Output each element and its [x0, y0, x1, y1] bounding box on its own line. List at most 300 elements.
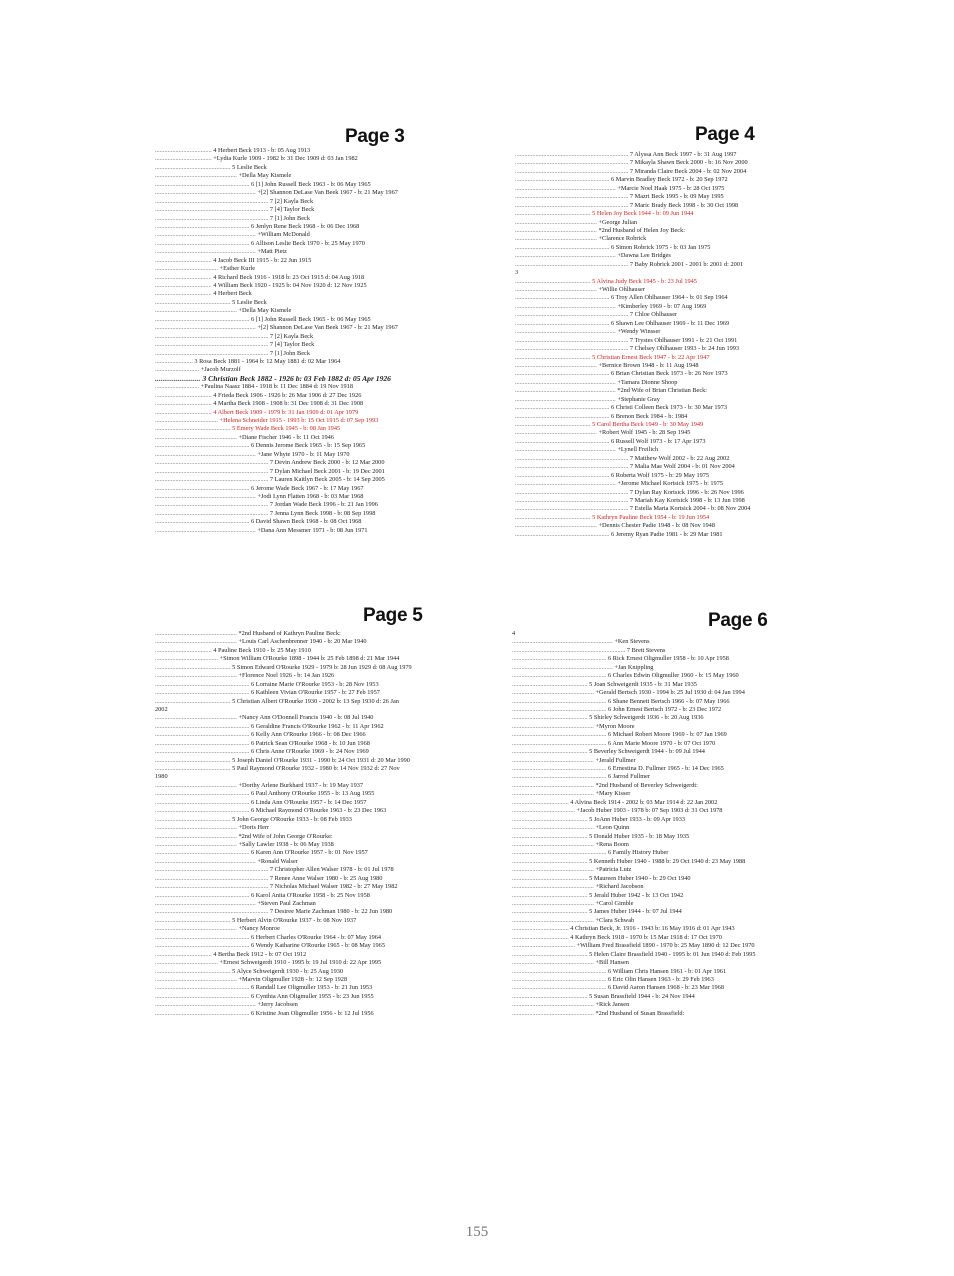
line-text: 7 [1] John Beck: [269, 349, 310, 357]
line-text: 6 Family History Huber: [608, 849, 669, 857]
leader-dots: ................................................: [512, 908, 590, 916]
page-title: Page 6: [708, 610, 768, 631]
descendant-lines: [515, 151, 805, 539]
line-text: +Ronald Walser: [257, 857, 298, 865]
descendant-lines: [512, 630, 802, 1018]
descendant-line: [155, 451, 445, 459]
descendant-line: [515, 227, 805, 235]
leader-dots: ........................................................................: [155, 197, 270, 205]
line-text: +Nancy Ann O'Donnell Francis 1940 - b: 08 Jul 1940: [238, 714, 374, 722]
descendant-line: [155, 425, 445, 433]
descendant-line: [155, 493, 445, 501]
leader-dots: ............................................................: [155, 222, 252, 230]
line-text: +Rena Boom: [595, 840, 629, 848]
descendant-line: [512, 773, 802, 781]
descendant-line: [155, 993, 445, 1001]
line-text: +Carol Gimble: [595, 900, 634, 907]
line-text: 5 Donald Huber 1935 - b: 18 May 1935: [589, 832, 690, 840]
descendant-line: [512, 681, 802, 689]
line-text: +Jacob Huber 1903 - 1978 b: 07 Sep 1903 d: 31 Oct 1978: [576, 807, 723, 815]
leader-dots: ........................................................................: [155, 341, 270, 349]
leader-dots: ....................................................: [155, 975, 239, 983]
line-text: 7 Devin Andrew Beck 2000 - b: 12 Mar 2000: [269, 459, 385, 467]
line-text: +Jane Whyte 1970 - b: 11 May 1970: [257, 450, 350, 458]
leader-dots: ....................................................: [515, 286, 599, 293]
descendant-line: [512, 765, 802, 773]
line-text: 6 Jerome Wade Beck 1967 - b: 17 May 1967: [251, 484, 364, 492]
leader-dots: ................................................: [512, 857, 590, 865]
leader-dots: ....................................................: [512, 900, 596, 907]
descendant-line: [155, 324, 445, 332]
line-text: +Helena Schneider 1915 - 1993 b: 15 Oct 1915 d: 07 Sep 1993: [219, 417, 379, 424]
line-text: +Stephanie Gray: [617, 395, 660, 403]
leader-dots: ............................................................: [515, 404, 612, 412]
line-text: 6 Michael Robert Moore 1969 - b: 07 Jan 1969: [608, 731, 727, 739]
line-text: 6 Patrick Sean O'Rourke 1968 - b: 10 Jun 1968: [251, 739, 370, 747]
line-text: 6 Troy Allen Ohlhauser 1964 - b: 01 Sep 1964: [611, 294, 728, 302]
descendant-line: [515, 413, 805, 421]
descendant-line: [155, 892, 445, 900]
leader-dots: ........................................: [155, 655, 220, 663]
thumbnail-page-3: [155, 126, 445, 546]
line-text: 6 Christi Colleen Beck 1973 - b: 30 Mar 1973: [611, 404, 727, 412]
line-text: 4 Martha Beck 1908 - 1908 b: 31 Dec 1908 d: 31 Dec 1908: [213, 400, 364, 408]
descendant-line: [155, 900, 445, 908]
descendant-line: [155, 240, 445, 248]
line-text: 7 Baby Robrick 2001 - 2001 b: 2001 d: 2001: [629, 260, 744, 268]
leader-dots: ....................................................: [512, 916, 596, 924]
leader-dots: ....................................................: [512, 756, 596, 764]
descendant-line: [155, 689, 445, 697]
line-text: 1980: [155, 773, 168, 781]
descendant-line: [512, 934, 802, 942]
line-text: 3 Christian Beck 1882 - 1926 b: 03 Feb 1882 d: 05 Apr 1926: [202, 374, 391, 383]
leader-dots: ....................................................: [155, 672, 239, 680]
descendant-line: [512, 976, 802, 984]
descendant-line: [155, 976, 445, 984]
descendant-line: [512, 866, 802, 874]
line-text: +[2] Shannon DeLase Van Beek 1967 - b: 21 May 1967: [257, 189, 398, 197]
descendant-line: [515, 210, 805, 218]
line-text: 4 Pauline Beck 1910 - b: 25 May 1910: [213, 646, 311, 654]
line-text: 6 Lorraine Marie O'Rourke 1953 - b: 28 Nov 1953: [251, 680, 379, 688]
descendant-line: [155, 198, 445, 206]
line-text: 5 Christian Ernest Beck 1947 - b: 22 Apr 1947: [592, 353, 710, 361]
line-text: 5 Maureen Huber 1940 - b: 29 Oct 1940: [589, 874, 691, 882]
leader-dots: ....................................: [155, 400, 214, 408]
line-text: 6 Kristine Joan Oligmuller 1956 - b: 12 Jul 1956: [251, 1009, 374, 1017]
leader-dots: ........................................................................: [515, 454, 630, 462]
line-text: 7 Trystes Ohlhauser 1991 - b: 21 Oct 1991: [629, 336, 738, 344]
leader-dots: ............................................................: [512, 705, 609, 713]
leader-dots: ................................................................: [515, 387, 618, 395]
leader-dots: ............................................................: [155, 790, 252, 798]
descendant-line: [515, 159, 805, 167]
line-text: 6 Karen Ann O'Rourke 1957 - b: 01 Nov 1957: [251, 849, 368, 857]
leader-dots: ............................................................: [155, 689, 252, 697]
descendant-line: [515, 472, 805, 480]
descendant-line: [155, 647, 445, 655]
leader-dots: ....................................: [155, 155, 214, 163]
leader-dots: ....................................................: [155, 638, 239, 646]
leader-dots: ....................................................: [155, 925, 239, 933]
line-text: 7 Lauren Kaitlyn Beck 2005 - b: 14 Sep 2005: [269, 476, 385, 484]
thumbnail-page-4: [515, 124, 805, 544]
line-text: +Marvin Oligmuller 1928 - b: 12 Sep 1928: [238, 975, 348, 983]
leader-dots: ................................................: [515, 421, 593, 428]
leader-dots: ............................................................: [155, 984, 252, 992]
line-text: +Florence Noel 1926 - b: 14 Jan 1926: [238, 672, 335, 680]
leader-dots: ................................................: [512, 815, 590, 823]
descendant-line: [512, 638, 802, 646]
descendant-line: [512, 917, 802, 925]
leader-dots: ....................................: [155, 391, 214, 399]
descendant-line: [512, 959, 802, 967]
line-text: 6 Jenlyn Rene Beck 1968 - b: 06 Dec 1968: [251, 222, 360, 230]
leader-dots: ........................................: [512, 807, 577, 815]
leader-dots: ........................................................................: [155, 509, 270, 517]
leader-dots: ............................................................: [512, 967, 609, 975]
leader-dots: ................................................: [155, 916, 233, 924]
descendant-line: [155, 181, 445, 189]
descendant-line: [515, 429, 805, 437]
descendant-line: [515, 278, 805, 286]
descendant-line: [155, 172, 445, 180]
line-text: 4 Kathryn Beck 1918 - 1970 b: 15 Mar 1918 d: 17 Oct 1970: [570, 933, 722, 941]
descendant-line: [155, 155, 445, 163]
leader-dots: ........................................................................: [515, 159, 630, 167]
page-title: Page 4: [695, 124, 755, 145]
descendant-line: [512, 1001, 802, 1009]
descendant-line: [512, 816, 802, 824]
leader-dots: ................................................: [512, 992, 590, 1000]
leader-dots: ....................................................: [155, 433, 239, 441]
line-text: 6 Herbert Charles O'Rourke 1964 - b: 07 May 1964: [251, 933, 382, 941]
descendant-line: [155, 968, 445, 976]
line-text: +Ken Stevens: [614, 638, 650, 646]
descendant-line: [512, 630, 802, 638]
leader-dots: ....................................................: [512, 1001, 596, 1009]
line-text: 5 Carol Bertha Beck 1949 - b: 30 May 1949: [592, 421, 704, 428]
leader-dots: ................................................................: [155, 1001, 258, 1009]
line-text: +Wendy Winsser: [617, 328, 661, 336]
leader-dots: ................................................: [515, 353, 593, 361]
leader-dots: ....................................................: [515, 235, 599, 243]
leader-dots: ................................................: [155, 663, 233, 671]
leader-dots: ........................................................................: [515, 193, 630, 201]
leader-dots: ............................................................: [155, 239, 252, 247]
line-text: 7 [4] Taylor Beck: [269, 206, 315, 214]
line-text: 6 Kelly Ann O'Rourke 1966 - b: 08 Dec 1966: [251, 731, 366, 739]
leader-dots: ........................: [155, 374, 203, 383]
descendant-line: [155, 409, 445, 417]
descendant-line: [512, 799, 802, 807]
line-text: +Jerry Jacobsen: [257, 1001, 298, 1009]
descendant-line: [155, 638, 445, 646]
leader-dots: ............................................................: [155, 484, 252, 492]
leader-dots: ................................................: [515, 513, 593, 521]
leader-dots: ............................................................: [155, 518, 252, 526]
descendant-line: [155, 757, 445, 765]
descendant-line: [515, 328, 805, 336]
descendant-line: [512, 925, 802, 933]
leader-dots: ............................................................: [155, 807, 252, 815]
line-text: 6 Paul Anthony O'Rourke 1955 - b: 13 Aug 1955: [251, 790, 375, 798]
leader-dots: ............................................................: [155, 891, 252, 899]
descendant-line: [515, 244, 805, 252]
line-text: 4 William Beck 1920 - 1925 b: 04 Nov 1920 d: 12 Nov 1925: [213, 282, 367, 289]
descendant-line: [515, 370, 805, 378]
line-text: 6 Wendy Katharine O'Rourke 1965 - b: 08 May 1965: [251, 942, 385, 950]
page-title: Page 5: [363, 605, 423, 626]
line-text: 7 Miranda Claire Beck 2004 - b: 02 Nov 2004: [629, 167, 747, 175]
descendant-line: [515, 497, 805, 505]
leader-dots: ............................................................: [515, 530, 612, 538]
leader-dots: ................................................................: [512, 638, 615, 646]
leader-dots: ....................................: [155, 408, 214, 416]
line-text: 5 Joan Schweigerdt 1935 - b: 31 Mar 1935: [589, 680, 697, 688]
descendant-line: [155, 731, 445, 739]
line-text: 7 Mazri Beck 1995 - b: 09 May 1995: [629, 193, 724, 201]
leader-dots: ................................................: [515, 210, 593, 218]
descendant-line: [512, 883, 802, 891]
line-text: 5 Jerald Huber 1942 - b: 13 Oct 1942: [589, 891, 684, 899]
descendant-line: [155, 468, 445, 476]
descendant-line: [512, 900, 802, 908]
leader-dots: ........................................................................: [155, 459, 270, 467]
descendant-line: [512, 723, 802, 731]
leader-dots: ........................................................................: [515, 345, 630, 353]
leader-dots: ................................................................: [155, 189, 258, 197]
descendant-line: [155, 799, 445, 807]
descendant-line: [155, 231, 445, 239]
line-text: *2nd Wife of Brian Christian Beck:: [617, 387, 708, 395]
descendant-line: [155, 849, 445, 857]
descendant-line: [512, 672, 802, 680]
line-text: 3: [515, 269, 519, 277]
leader-dots: ........................................................................: [515, 505, 630, 513]
page-title: Page 3: [345, 126, 405, 147]
line-text: 5 Kenneth Huber 1940 - 1988 b: 29 Oct 1940 d: 23 May 1988: [589, 857, 746, 865]
line-text: +Sally Lawler 1938 - b: 06 May 1938: [238, 840, 334, 848]
line-text: 6 John Ernest Bertsch 1972 - b: 23 Dec 1972: [608, 705, 722, 713]
line-text: +Leon Quinn: [595, 824, 630, 832]
descendant-line: [515, 269, 805, 277]
descendant-line: [155, 189, 445, 197]
descendant-line: [155, 350, 445, 358]
descendant-line: [512, 849, 802, 857]
descendant-line: [515, 235, 805, 243]
line-text: 5 Helen Joy Beck 1944 - b: 09 Jun 1944: [592, 210, 694, 218]
line-text: 5 Joseph Daniel O'Rourke 1931 - 1990 b: 24 Oct 1931 d: 20 Mar 1990: [232, 756, 410, 764]
leader-dots: ........................................................................: [512, 646, 627, 654]
line-text: 7 Alyssa Ann Beck 1997 - b: 31 Aug 1997: [629, 151, 737, 158]
descendant-line: [512, 833, 802, 841]
leader-dots: ................................................: [512, 891, 590, 899]
descendant-line: [155, 341, 445, 349]
line-text: 5 Helen Claire Brassfield 1940 - 1995 b: 01 Jun 1940 d: Feb 1995: [589, 950, 756, 958]
leader-dots: ................................................: [512, 748, 590, 756]
line-text: +Della May Kismele: [238, 307, 292, 315]
line-text: 7 Christopher Allen Walser 1978 - b: 01 Jul 1978: [269, 866, 394, 874]
line-text: 6 Linda Ann O'Rourke 1957 - b: 14 Dec 1957: [251, 798, 367, 806]
descendant-line: [515, 185, 805, 193]
line-text: 5 Herbert Alvin O'Rourke 1937 - b: 08 Nov 1937: [232, 916, 357, 924]
descendant-line: [512, 984, 802, 992]
line-text: 5 Christian Albert O'Rourke 1930 - 2002 b: 13 Sep 1930 d: 26 Jan: [232, 697, 399, 705]
leader-dots: ....................................................: [512, 790, 596, 798]
line-text: 6 Roberta Wolf 1975 - b: 29 May 1975: [611, 471, 710, 479]
descendant-line: [155, 147, 445, 155]
descendant-line: [155, 366, 445, 374]
line-text: 5 Emery Wade Beck 1945 - b: 08 Jan 1945: [232, 425, 341, 433]
leader-dots: ....................................: [512, 798, 571, 806]
descendant-line: [155, 375, 445, 383]
line-text: +Jacob Murzolf: [200, 366, 241, 374]
line-text: 6 Rick Ernest Oligmuller 1958 - b: 10 Apr 1958: [608, 655, 729, 663]
leader-dots: ....................................: [155, 273, 214, 281]
descendant-line: [512, 807, 802, 815]
line-text: +Paulina Naasz 1884 - 1918 b: 11 Dec 1884 d: 19 Nov 1918: [200, 383, 353, 391]
line-text: +Bill Hansen: [595, 959, 629, 967]
leader-dots: ........................................................................: [515, 488, 630, 496]
line-text: 7 Chloe Ohlhauser: [629, 311, 678, 319]
line-text: 6 Chris Anne O'Rourke 1969 - b: 24 Nov 1969: [251, 748, 369, 756]
page-number: 155: [465, 1224, 489, 1240]
descendant-line: [155, 248, 445, 256]
descendant-line: [155, 908, 445, 916]
leader-dots: ....................................................: [512, 781, 596, 789]
leader-dots: ............................................................: [155, 731, 252, 739]
line-text: 6 Jarrod Fullmer: [608, 773, 651, 781]
line-text: 7 Brett Stevens: [626, 646, 666, 654]
leader-dots: ........................................................................: [155, 467, 270, 475]
descendant-line: [512, 714, 802, 722]
line-text: 7 Dylan Michael Beck 2001 - b: 19 Dec 2001: [269, 467, 385, 475]
leader-dots: ................................................: [512, 874, 590, 882]
descendant-line: [155, 816, 445, 824]
thumbnail-page-6: [512, 610, 802, 1030]
leader-dots: ....................................: [512, 933, 571, 941]
descendant-line: [155, 790, 445, 798]
descendant-line: [515, 354, 805, 362]
leader-dots: ........................................................................: [155, 476, 270, 484]
descendant-line: [515, 387, 805, 395]
line-text: +Jodi Lynn Flatten 1968 - b: 03 Mar 1968: [257, 492, 364, 500]
leader-dots: ............................................................: [512, 975, 609, 983]
line-text: 4: [512, 630, 516, 637]
leader-dots: ............................................................: [155, 849, 252, 857]
descendant-line: [155, 942, 445, 950]
leader-dots: ............................................................: [515, 176, 612, 184]
descendant-line: [155, 223, 445, 231]
leader-dots: ....................................: [155, 950, 214, 958]
leader-dots: ................................................................: [155, 324, 258, 332]
leader-dots: ................................................................: [155, 900, 258, 907]
leader-dots: ........................................: [155, 417, 220, 424]
descendant-line: [155, 883, 445, 891]
leader-dots: ............................................................: [515, 471, 612, 479]
line-text: 6 Brenon Beck 1984 - b: 1984: [611, 412, 688, 420]
descendant-line: [155, 392, 445, 400]
leader-dots: ............................................................: [155, 1009, 252, 1017]
leader-dots: ........................................................................: [155, 883, 270, 891]
leader-dots: ....................................................: [515, 226, 599, 234]
leader-dots: ....................................................: [512, 866, 596, 874]
descendant-line: [512, 892, 802, 900]
line-text: 6 Michael Raymond O'Rourke 1963 - b: 23 Dec 1963: [251, 807, 387, 815]
line-text: 5 JoAnn Huber 1933 - b: 09 Apr 1933: [589, 815, 685, 823]
descendant-line: [512, 993, 802, 1001]
leader-dots: ........................................................................: [155, 206, 270, 214]
line-text: +Clara Schwab: [595, 916, 635, 924]
thumbnail-page-5: [155, 605, 445, 1025]
line-text: +William Fred Brassfield 1890 - 1970 b: 25 May 1890 d: 12 Dec 1970: [576, 942, 755, 950]
leader-dots: ........................................................................: [155, 908, 270, 916]
leader-dots: ....................................................: [512, 824, 596, 832]
leader-dots: ................................................................: [515, 302, 618, 310]
leader-dots: ............................................................: [512, 697, 609, 705]
descendant-line: [155, 740, 445, 748]
descendant-line: [512, 706, 802, 714]
leader-dots: ........................................: [155, 959, 220, 967]
line-text: 6 [1] John Russell Beck 1963 - b: 06 May 1965: [251, 180, 371, 188]
line-text: 4 Bertha Beck 1912 - b: 07 Oct 1912: [213, 950, 307, 958]
descendant-line: [512, 841, 802, 849]
leader-dots: ....................................: [155, 282, 214, 289]
line-text: +Diane Fischer 1946 - b: 11 Oct 1946: [238, 433, 334, 441]
descendant-line: [155, 655, 445, 663]
leader-dots: ................................................................: [515, 480, 618, 488]
line-text: 6 Jeremy Ryan Padie 1981 - b: 29 Mar 1981: [611, 530, 723, 538]
leader-dots: ................................................: [155, 298, 233, 306]
leader-dots: ................................................: [155, 756, 233, 764]
leader-dots: ................................................................: [515, 252, 618, 260]
line-text: 7 Renee Anne Walser 1980 - b: 25 Aug 1980: [269, 874, 383, 882]
line-text: +Matt Pietz: [257, 248, 287, 256]
line-text: 7 Matthew Wolf 2002 - b: 22 Aug 2002: [629, 454, 730, 462]
line-text: 4 Herbert Beck: [213, 290, 252, 298]
leader-dots: ............................................................: [155, 722, 252, 730]
descendant-line: [512, 942, 802, 950]
leader-dots: ............................................................: [512, 655, 609, 663]
line-text: +Dorthy Arlene Burkhard 1937 - b: 19 May 1937: [238, 781, 364, 789]
descendant-line: [155, 1010, 445, 1018]
descendant-line: [155, 476, 445, 484]
descendant-line: [155, 400, 445, 408]
line-text: +Tamara Dionne Shoop: [617, 378, 678, 386]
line-text: 7 Mikayla Shawn Beck 2000 - b: 16 Nov 2000: [629, 159, 748, 167]
descendant-line: [512, 824, 802, 832]
descendant-line: [155, 1001, 445, 1009]
descendant-line: [155, 672, 445, 680]
line-text: 6 Randall Lee Oligmuller 1953 - b: 21 Jun 1953: [251, 984, 373, 992]
leader-dots: ....................................................: [155, 714, 239, 722]
line-text: 6 Kathleen Vivian O'Rourke 1957 - b: 27 Feb 1957: [251, 689, 380, 697]
leader-dots: ............................................................: [155, 748, 252, 756]
leader-dots: ....................................: [155, 256, 214, 264]
leader-dots: ................................................................: [515, 378, 618, 386]
descendant-line: [515, 193, 805, 201]
line-text: +Ernest Schweigerdt 1910 - 1995 b: 19 Jul 1910 d: 22 Apr 1995: [219, 959, 382, 967]
descendant-line: [155, 714, 445, 722]
descendant-line: [515, 421, 805, 429]
leader-dots: ................................................................: [155, 450, 258, 458]
line-text: 6 Brian Christian Beck 1973 - b: 26 Nov 1973: [611, 370, 728, 378]
descendant-line: [155, 630, 445, 638]
line-text: 7 Maric Brady Beck 1998 - b: 30 Oct 1998: [629, 201, 739, 209]
line-text: 4 Herbert Beck 1913 - b: 05 Aug 1913: [213, 147, 311, 154]
